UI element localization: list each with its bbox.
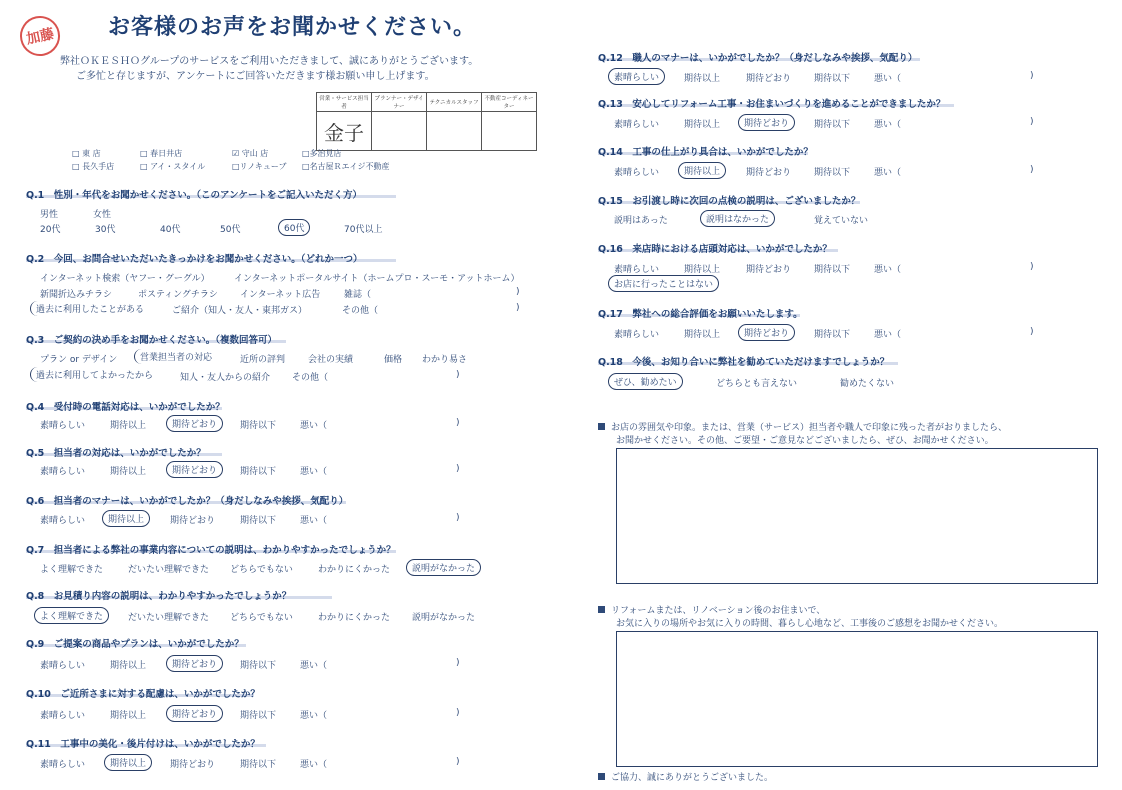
q3-other-close: ) [456, 370, 460, 380]
q14-bad-close: ) [1030, 165, 1034, 175]
q10-text: Q.10 ご近所さまに対する配慮は、いかがでしたか？ [26, 689, 260, 700]
q18-recommend-selected[interactable]: ぜひ、勧めたい [608, 373, 683, 390]
q6-as-expected[interactable]: 期待どおり [170, 516, 216, 526]
staff-cell-technical[interactable] [427, 112, 482, 151]
q18-not-recommend[interactable]: 勧めたくない [840, 379, 895, 389]
q9-below[interactable]: 期待以下 [240, 661, 277, 671]
q11-as-expected[interactable]: 期待どおり [170, 760, 216, 770]
q3-clarity[interactable]: わかり易さ [422, 355, 468, 365]
store-nagoya-r-age[interactable]: □名古屋Ｒエイジ不動産 [302, 162, 390, 171]
q17-bad[interactable]: 悪い（ [874, 330, 902, 340]
q9-as-expected-selected[interactable]: 期待どおり [166, 655, 223, 672]
staff-cell-planner[interactable] [372, 112, 427, 151]
staff-signature[interactable]: 金子 [317, 112, 372, 151]
q2-portal[interactable]: インターネットポータルサイト（ホームプロ・スーモ・アットホーム） [234, 274, 520, 284]
q8-understood-well-selected[interactable]: よく理解できた [34, 607, 109, 624]
q15-explained[interactable]: 説明はあった [614, 216, 668, 226]
staff-header-planner: プランナー・デザイナー [372, 93, 427, 112]
comment2-line1: リフォームまたは、リノベーション後のお住まいで、 [611, 606, 826, 616]
q1-20s[interactable]: 20代 [40, 225, 61, 235]
q2-magazine-close: ) [516, 287, 520, 297]
staff-header-technical: テクニカルスタッフ [427, 93, 482, 112]
q16-below[interactable]: 期待以下 [814, 265, 851, 275]
q11-above-selected[interactable]: 期待以上 [104, 754, 152, 771]
q8-neutral[interactable]: どちらでもない [230, 613, 293, 623]
q5-above[interactable]: 期待以上 [110, 467, 147, 477]
q2-referral[interactable]: ご紹介（知人・友人・東邦ガス） [172, 306, 308, 316]
q16-above[interactable]: 期待以上 [684, 265, 721, 275]
q3-track-record[interactable]: 会社の実績 [308, 355, 354, 365]
seal-stamp: 加藤 [16, 12, 63, 59]
comment2-bullet [598, 606, 605, 613]
q12-bad-close: ) [1030, 71, 1034, 81]
q16-bad[interactable]: 悪い（ [874, 265, 902, 275]
q5-bad-close: ) [456, 464, 460, 474]
q2-other[interactable]: その他（ [342, 306, 379, 316]
q4-bad[interactable]: 悪い（ [300, 421, 328, 431]
q5-below[interactable]: 期待以下 [240, 467, 277, 477]
q7-understood-well[interactable]: よく理解できた [40, 565, 104, 575]
q15-not-explained-selected[interactable]: 説明はなかった [700, 210, 775, 227]
q6-text: Q.6 担当者のマナーは、いかがでしたか？（身だしなみや挨拶、気配り） [26, 496, 349, 507]
q11-bad[interactable]: 悪い（ [300, 760, 328, 770]
q5-bad[interactable]: 悪い（ [300, 467, 328, 477]
q4-above[interactable]: 期待以上 [110, 421, 147, 431]
q13-bad-close: ) [1030, 117, 1034, 127]
q2-text: Q.2 今回、お問合せいただいたきっかけをお聞かせください。（どれか一つ） [26, 254, 363, 265]
q8-mostly-understood[interactable]: だいたい理解できた [128, 613, 210, 623]
q14-above-selected[interactable]: 期待以上 [678, 162, 726, 179]
q8-text: Q.8 お見積り内容の説明は、わかりやすかったでしょうか？ [26, 591, 292, 602]
q14-below[interactable]: 期待以下 [814, 168, 851, 178]
q12-excellent-selected[interactable]: 素晴らしい [608, 68, 665, 85]
staff-header-sales: 営業・サービス担当者 [317, 93, 372, 112]
q1-40s[interactable]: 40代 [160, 225, 181, 235]
q14-bad[interactable]: 悪い（ [874, 168, 902, 178]
q4-text: Q.4 受付時の電話対応は、いかがでしたか？ [26, 402, 225, 413]
q16-excellent[interactable]: 素晴らしい [614, 265, 660, 275]
q13-above[interactable]: 期待以上 [684, 120, 721, 130]
q18-neutral[interactable]: どちらとも言えない [716, 379, 798, 389]
q3-price[interactable]: 価格 [384, 355, 403, 365]
q8-hard-to-understand[interactable]: わかりにくかった [318, 613, 391, 623]
q11-below[interactable]: 期待以下 [240, 760, 277, 770]
q7-hard-to-understand[interactable]: わかりにくかった [318, 565, 391, 575]
q14-excellent[interactable]: 素晴らしい [614, 168, 660, 178]
q2-posting[interactable]: ポスティングチラシ [138, 290, 218, 300]
q4-below[interactable]: 期待以下 [240, 421, 277, 431]
q12-above[interactable]: 期待以上 [684, 74, 721, 84]
comment1-textbox[interactable] [616, 448, 1098, 584]
q3-other[interactable]: その他（ [292, 373, 329, 383]
q12-as-expected[interactable]: 期待どおり [746, 74, 792, 84]
store-moriyama[interactable]: ☑ 守山 店 [232, 149, 269, 158]
q3-plan-design[interactable]: プラン or デザイン [40, 355, 118, 365]
q6-below[interactable]: 期待以下 [240, 516, 277, 526]
q15-text: Q.15 お引渡し時に次回の点検の説明は、ございましたか？ [598, 196, 861, 207]
q9-text: Q.9 ご提案の商品やプランは、いかがでしたか？ [26, 639, 244, 650]
q17-as-expected-selected[interactable]: 期待どおり [738, 324, 795, 341]
store-tajimi[interactable]: □多治見店 [302, 149, 342, 158]
q6-bad[interactable]: 悪い（ [300, 516, 328, 526]
q1-30s[interactable]: 30代 [95, 225, 116, 235]
footer-text: ご協力、誠にありがとうございました。 [611, 773, 774, 783]
q7-text: Q.7 担当者による弊社の事業内容についての説明は、わかりやすかったでしょうか？ [26, 545, 396, 556]
q2-other-close: ) [516, 303, 520, 313]
q6-excellent[interactable]: 素晴らしい [40, 516, 86, 526]
q1-male[interactable]: 男性 [40, 210, 59, 220]
comment1-line1: お店の雰囲気や印象。または、営業（サービス）担当者や職人で印象に残った者がおりましたら、 [611, 423, 1008, 433]
q11-bad-close: ) [456, 757, 460, 767]
q4-bad-close: ) [456, 418, 460, 428]
q17-text: Q.17 弊社への総合評価をお願いいたします。 [598, 309, 803, 320]
q12-text: Q.12 職人のマナーは、いかがでしたか？（身だしなみや挨拶、気配り） [598, 53, 918, 64]
q3-sales-selected[interactable]: 営業担当者の対応 [134, 349, 217, 364]
q16-bad-close: ) [1030, 262, 1034, 272]
footer-bullet [598, 773, 605, 780]
q6-bad-close: ) [456, 513, 460, 523]
q3-past-good-selected[interactable]: 過去に利用してよかったから [30, 367, 158, 382]
q12-below[interactable]: 期待以下 [814, 74, 851, 84]
staff-table [316, 92, 537, 151]
q9-excellent[interactable]: 素晴らしい [40, 661, 86, 671]
q9-bad-close: ) [456, 658, 460, 668]
q17-below[interactable]: 期待以下 [814, 330, 851, 340]
q8-no-explanation[interactable]: 説明がなかった [412, 613, 476, 623]
q7-neutral[interactable]: どちらでもない [230, 565, 293, 575]
store-kasugai[interactable]: □ 春日井店 [140, 149, 183, 158]
q7-no-explanation-selected[interactable]: 説明がなかった [406, 559, 481, 576]
q11-text: Q.11 工事中の美化・後片付けは、いかがでしたか？ [26, 739, 260, 750]
q2-web-ad[interactable]: インターネット広告 [240, 290, 321, 300]
q5-as-expected-selected[interactable]: 期待どおり [166, 461, 223, 478]
q13-below[interactable]: 期待以下 [814, 120, 851, 130]
q1-60s-selected[interactable]: 60代 [278, 219, 310, 236]
comment1-prompt-1 [598, 420, 1007, 433]
q4-as-expected-selected[interactable]: 期待どおり [166, 415, 223, 432]
comment1-bullet [598, 423, 605, 430]
store-nagakute[interactable]: □ 長久手店 [72, 162, 115, 171]
q3-text: Q.3 ご契約の決め手をお聞かせください。（複数回答可） [26, 335, 278, 346]
q10-above[interactable]: 期待以上 [110, 711, 147, 721]
staff-header-realestate: 不動産コーディネーター [482, 93, 537, 112]
q5-excellent[interactable]: 素晴らしい [40, 467, 86, 477]
page-title: お客様のお声をお聞かせください。 [108, 15, 477, 40]
comment2-textbox[interactable] [616, 631, 1098, 767]
staff-cell-realestate[interactable] [482, 112, 537, 151]
q16-text: Q.16 来店時における店頭対応は、いかがでしたか？ [598, 244, 832, 255]
q10-bad-close: ) [456, 708, 460, 718]
q5-text: Q.5 担当者の対応は、いかがでしたか？ [26, 448, 206, 459]
q3-friend-referral[interactable]: 知人・友人からの紹介 [180, 373, 271, 383]
intro-line-1: 弊社ＯＫＥＳＨＯグループのサービスをご利用いただきまして、誠にありがとうございます。 [60, 56, 479, 67]
q17-bad-close: ) [1030, 327, 1034, 337]
q16-as-expected[interactable]: 期待どおり [746, 265, 792, 275]
intro-line-2: ご多忙と存じますが、アンケートにご回答いただきます様お願い申し上げます。 [76, 71, 435, 82]
q2-magazine[interactable]: 雑誌（ [344, 290, 372, 300]
store-istyle[interactable]: □ アイ・スタイル [140, 162, 206, 171]
q13-bad[interactable]: 悪い（ [874, 120, 902, 130]
q14-as-expected[interactable]: 期待どおり [746, 168, 792, 178]
q2-past-user-selected[interactable]: 過去に利用したことがある [30, 301, 149, 316]
footer-thanks [598, 770, 773, 783]
q10-bad[interactable]: 悪い（ [300, 711, 328, 721]
q2-search[interactable]: インターネット検索（ヤフー・グーグル） [40, 274, 210, 284]
comment1-line2: お聞かせください。その他、ご要望・ご意見などございましたら、ぜひ、お聞かせください。 [616, 436, 994, 446]
q11-excellent[interactable]: 素晴らしい [40, 760, 86, 770]
q18-text: Q.18 今後、お知り合いに弊社を勧めていただけますでしょうか？ [598, 357, 890, 368]
q1-50s[interactable]: 50代 [220, 225, 241, 235]
q7-mostly-understood[interactable]: だいたい理解できた [128, 565, 210, 575]
q10-as-expected-selected[interactable]: 期待どおり [166, 705, 223, 722]
q16-never-visited-selected[interactable]: お店に行ったことはない [608, 275, 719, 292]
q13-as-expected-selected[interactable]: 期待どおり [738, 114, 795, 131]
q9-bad[interactable]: 悪い（ [300, 661, 328, 671]
q10-excellent[interactable]: 素晴らしい [40, 711, 86, 721]
q17-excellent[interactable]: 素晴らしい [614, 330, 660, 340]
q4-excellent[interactable]: 素晴らしい [40, 421, 86, 431]
q10-below[interactable]: 期待以下 [240, 711, 277, 721]
q1-text: Q.1 性別・年代をお聞かせください。（このアンケートをご記入いただく方） [26, 190, 362, 201]
q2-newspaper[interactable]: 新聞折込みチラシ [40, 290, 113, 300]
q1-70s[interactable]: 70代以上 [344, 225, 383, 235]
q13-excellent[interactable]: 素晴らしい [614, 120, 660, 130]
store-east[interactable]: □ 東 店 [72, 149, 101, 158]
comment2-line2: お気に入りの場所やお気に入りの時間、暮らし心地など、工事後のご感想をお聞かせください。 [616, 619, 1004, 629]
q3-reputation[interactable]: 近所の評判 [240, 355, 286, 365]
q15-dont-remember[interactable]: 覚えていない [814, 216, 869, 226]
q13-text: Q.13 安心してリフォーム工事・お住まいづくりを進めることができましたか？ [598, 99, 946, 110]
q12-bad[interactable]: 悪い（ [874, 74, 902, 84]
q1-female[interactable]: 女性 [93, 210, 112, 220]
q14-text: Q.14 工事の仕上がり具合は、いかがでしたか？ [598, 147, 813, 158]
q6-above-selected[interactable]: 期待以上 [102, 510, 150, 527]
q9-above[interactable]: 期待以上 [110, 661, 147, 671]
q17-above[interactable]: 期待以上 [684, 330, 721, 340]
comment2-prompt-1 [598, 603, 825, 616]
store-renocube[interactable]: □リノキューブ [232, 162, 287, 171]
